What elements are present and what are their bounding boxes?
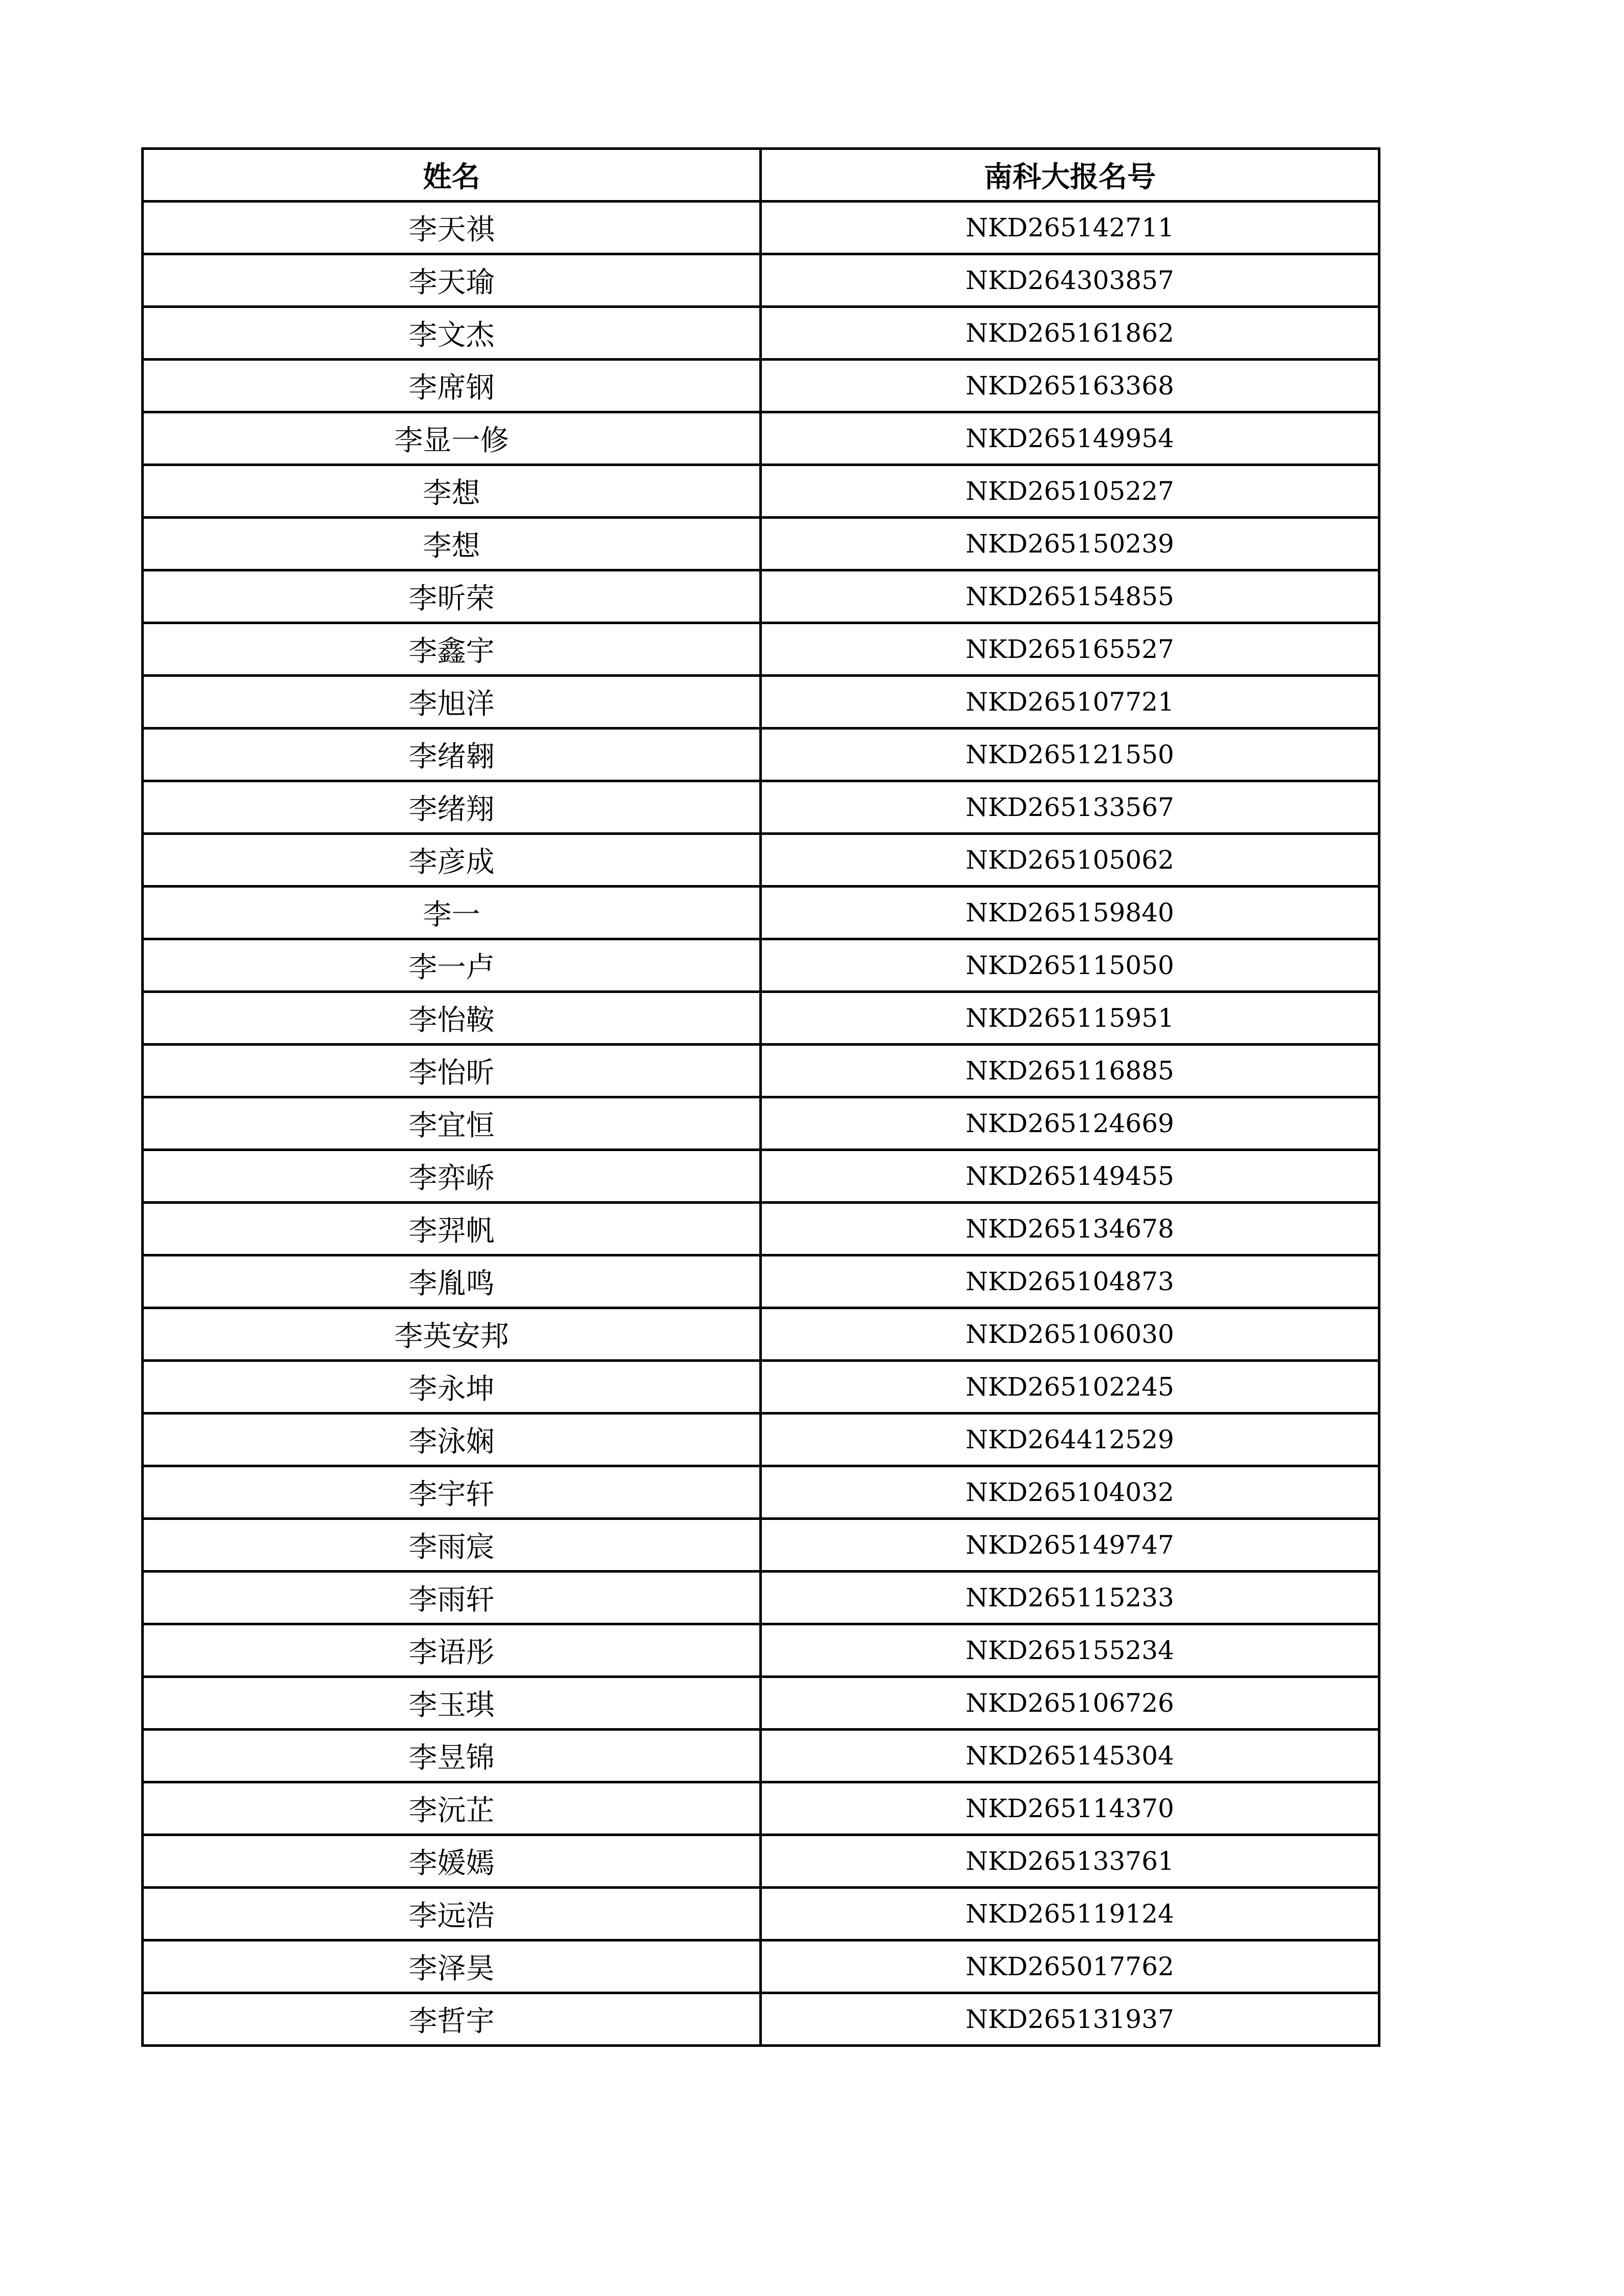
header-registration-number: 南科大报名号 — [761, 149, 1379, 202]
registration-number-cell: NKD265149455 — [761, 1150, 1379, 1203]
registration-number-cell: NKD265161862 — [761, 307, 1379, 360]
name-cell: 李语彤 — [143, 1624, 761, 1677]
name-cell: 李永坤 — [143, 1361, 761, 1414]
table-row — [143, 412, 1379, 465]
table-row — [143, 1730, 1379, 1782]
table-body — [143, 202, 1379, 2046]
table-row — [143, 254, 1379, 307]
registration-number-cell: NKD265104873 — [761, 1255, 1379, 1308]
registration-number-cell: NKD265105062 — [761, 834, 1379, 887]
name-cell: 李宇轩 — [143, 1466, 761, 1519]
table-row — [143, 1361, 1379, 1414]
table-row — [143, 939, 1379, 992]
table-row — [143, 1203, 1379, 1255]
table-row — [143, 1519, 1379, 1572]
registration-number-cell: NKD265154855 — [761, 570, 1379, 623]
registration-number-cell: NKD265142711 — [761, 202, 1379, 254]
table-row — [143, 1940, 1379, 1993]
name-cell: 李天祺 — [143, 202, 761, 254]
registration-number-cell: NKD265134678 — [761, 1203, 1379, 1255]
table-row — [143, 1097, 1379, 1150]
name-cell: 李一 — [143, 887, 761, 939]
name-cell: 李弈峤 — [143, 1150, 761, 1203]
name-cell: 李绪翔 — [143, 781, 761, 834]
name-cell: 李雨宸 — [143, 1519, 761, 1572]
roster-table — [141, 147, 1380, 2047]
name-cell: 李鑫宇 — [143, 623, 761, 676]
name-cell: 李远浩 — [143, 1888, 761, 1940]
table-row — [143, 307, 1379, 360]
table-row — [143, 1308, 1379, 1361]
name-cell: 李显一修 — [143, 412, 761, 465]
registration-number-cell: NKD265114370 — [761, 1782, 1379, 1835]
table-row — [143, 728, 1379, 781]
registration-number-cell: NKD265163368 — [761, 360, 1379, 412]
table-row — [143, 1572, 1379, 1624]
table-row — [143, 360, 1379, 412]
registration-number-cell: NKD264303857 — [761, 254, 1379, 307]
registration-number-cell: NKD265119124 — [761, 1888, 1379, 1940]
registration-number-cell: NKD265107721 — [761, 676, 1379, 728]
name-cell: 李雨轩 — [143, 1572, 761, 1624]
table-header — [143, 149, 1379, 202]
name-cell: 李怡昕 — [143, 1045, 761, 1097]
name-cell: 李旭洋 — [143, 676, 761, 728]
table-row — [143, 623, 1379, 676]
name-cell: 李媛嫣 — [143, 1835, 761, 1888]
header-name: 姓名 — [143, 149, 761, 202]
registration-number-cell: NKD265104032 — [761, 1466, 1379, 1519]
table-row — [143, 518, 1379, 570]
name-cell: 李彦成 — [143, 834, 761, 887]
table-row — [143, 676, 1379, 728]
registration-number-cell: NKD265102245 — [761, 1361, 1379, 1414]
registration-number-cell: NKD265155234 — [761, 1624, 1379, 1677]
name-cell: 李泳娴 — [143, 1414, 761, 1466]
registration-number-cell: NKD265105227 — [761, 465, 1379, 518]
header-row — [143, 149, 1379, 202]
name-cell: 李席钢 — [143, 360, 761, 412]
table-row — [143, 1677, 1379, 1730]
registration-number-cell: NKD265149954 — [761, 412, 1379, 465]
table-row — [143, 781, 1379, 834]
table-row — [143, 465, 1379, 518]
name-cell: 李宜恒 — [143, 1097, 761, 1150]
table-row — [143, 1835, 1379, 1888]
registration-number-cell: NKD265115050 — [761, 939, 1379, 992]
table-row — [143, 1045, 1379, 1097]
table-row — [143, 834, 1379, 887]
table-row — [143, 1993, 1379, 2046]
name-cell: 李昱锦 — [143, 1730, 761, 1782]
name-cell: 李胤鸣 — [143, 1255, 761, 1308]
name-cell: 李羿帆 — [143, 1203, 761, 1255]
name-cell: 李英安邦 — [143, 1308, 761, 1361]
name-cell: 李文杰 — [143, 307, 761, 360]
table-row — [143, 1466, 1379, 1519]
name-cell: 李想 — [143, 518, 761, 570]
name-cell: 李绪翱 — [143, 728, 761, 781]
registration-number-cell: NKD264412529 — [761, 1414, 1379, 1466]
table-row — [143, 1624, 1379, 1677]
registration-number-cell: NKD265165527 — [761, 623, 1379, 676]
table-row — [143, 1782, 1379, 1835]
registration-number-cell: NKD265150239 — [761, 518, 1379, 570]
roster-sheet — [141, 147, 1378, 2047]
name-cell: 李昕荣 — [143, 570, 761, 623]
registration-number-cell: NKD265121550 — [761, 728, 1379, 781]
registration-number-cell: NKD265115233 — [761, 1572, 1379, 1624]
registration-number-cell: NKD265133567 — [761, 781, 1379, 834]
table-row — [143, 1888, 1379, 1940]
name-cell: 李怡鞍 — [143, 992, 761, 1045]
registration-number-cell: NKD265149747 — [761, 1519, 1379, 1572]
table-row — [143, 887, 1379, 939]
table-row — [143, 202, 1379, 254]
table-row — [143, 1150, 1379, 1203]
registration-number-cell: NKD265133761 — [761, 1835, 1379, 1888]
name-cell: 李泽昊 — [143, 1940, 761, 1993]
table-row — [143, 992, 1379, 1045]
name-cell: 李天瑜 — [143, 254, 761, 307]
name-cell: 李沅芷 — [143, 1782, 761, 1835]
name-cell: 李一卢 — [143, 939, 761, 992]
table-row — [143, 570, 1379, 623]
registration-number-cell: NKD265116885 — [761, 1045, 1379, 1097]
registration-number-cell: NKD265017762 — [761, 1940, 1379, 1993]
name-cell: 李玉琪 — [143, 1677, 761, 1730]
registration-number-cell: NKD265106030 — [761, 1308, 1379, 1361]
registration-number-cell: NKD265115951 — [761, 992, 1379, 1045]
table-row — [143, 1255, 1379, 1308]
registration-number-cell: NKD265124669 — [761, 1097, 1379, 1150]
registration-number-cell: NKD265106726 — [761, 1677, 1379, 1730]
registration-number-cell: NKD265159840 — [761, 887, 1379, 939]
table-row — [143, 1414, 1379, 1466]
registration-number-cell: NKD265131937 — [761, 1993, 1379, 2046]
registration-number-cell: NKD265145304 — [761, 1730, 1379, 1782]
name-cell: 李哲宇 — [143, 1993, 761, 2046]
name-cell: 李想 — [143, 465, 761, 518]
